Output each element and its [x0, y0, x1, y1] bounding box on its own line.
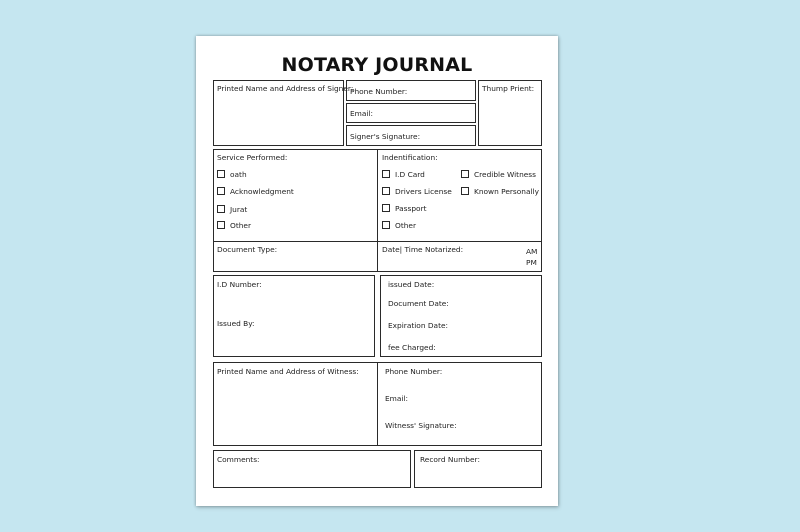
passport-label: Passport: [395, 204, 427, 213]
record-number-label: Record Number:: [420, 455, 480, 464]
known-personally-checkbox[interactable]: [461, 187, 469, 195]
passport-checkbox[interactable]: [382, 204, 390, 212]
witness-name-label: Printed Name and Address of Witness:: [217, 367, 359, 376]
am-label[interactable]: AM: [526, 247, 538, 256]
drivers-license-label: Drivers License: [395, 187, 452, 196]
known-personally-label: Known Personally: [474, 187, 539, 196]
witness-email-label: Email:: [385, 394, 408, 403]
witness-box: [213, 362, 542, 446]
date-time-label: Date| Time Notarized:: [382, 245, 464, 254]
signer-name-box[interactable]: [213, 80, 354, 146]
service-identification-box: [213, 149, 542, 272]
service-acknowledgment-checkbox[interactable]: [217, 187, 225, 195]
signer-name-label: Printed Name and Address of Signer:: [217, 84, 354, 93]
identification-label: Indentification:: [382, 153, 438, 162]
signer-signature-field[interactable]: [346, 125, 476, 146]
credible-witness-label: Credible Witness: [474, 170, 536, 179]
service-other-checkbox[interactable]: [217, 221, 225, 229]
id-other-label: Other: [395, 221, 416, 230]
comments-box[interactable]: [213, 450, 411, 488]
expiration-date-label: Expiration Date:: [388, 321, 449, 330]
witness-phone-label: Phone Number:: [385, 367, 443, 376]
id-card-checkbox[interactable]: [382, 170, 390, 178]
service-oath-checkbox[interactable]: [217, 170, 225, 178]
signer-phone-field[interactable]: [346, 80, 476, 101]
service-oath-label: oath: [230, 170, 247, 179]
document-date-label: Document Date:: [388, 299, 449, 308]
drivers-license-checkbox[interactable]: [382, 187, 390, 195]
service-acknowledgment-label: Acknowledgment: [230, 187, 294, 196]
signer-phone-label: Phone Number:: [350, 87, 408, 96]
signer-signature-label: Signer's Signature:: [350, 132, 421, 141]
service-jurat-checkbox[interactable]: [217, 205, 225, 213]
signer-email-label: Email:: [350, 109, 373, 118]
thumb-print-label: Thump Prient:: [482, 84, 535, 93]
signer-email-field[interactable]: [346, 103, 476, 123]
id-number-label: I.D Number:: [217, 280, 262, 289]
service-other-label: Other: [230, 221, 251, 230]
issued-by-label: Issued By:: [217, 319, 255, 328]
fee-charged-label: fee Charged:: [388, 343, 436, 352]
service-jurat-label: Jurat: [230, 205, 248, 214]
witness-signature-label: Witness' Signature:: [385, 421, 457, 430]
page-title: NOTARY JOURNAL: [281, 54, 473, 76]
thumb-print-box[interactable]: [478, 80, 542, 146]
issued-date-label: issued Date:: [388, 280, 435, 289]
id-other-checkbox[interactable]: [382, 221, 390, 229]
pm-label[interactable]: PM: [526, 258, 537, 267]
comments-label: Comments:: [217, 455, 260, 464]
witness-divider: [377, 362, 378, 446]
credible-witness-checkbox[interactable]: [461, 170, 469, 178]
id-card-label: I.D Card: [395, 170, 425, 179]
service-label: Service Performed:: [217, 153, 288, 162]
document-type-label: Document Type:: [217, 245, 278, 254]
dates-box[interactable]: [380, 275, 542, 357]
record-number-box[interactable]: [414, 450, 542, 488]
service-divider: [377, 149, 378, 272]
doc-type-divider: [213, 241, 542, 242]
journal-page: [196, 36, 558, 506]
id-number-box[interactable]: [213, 275, 375, 357]
